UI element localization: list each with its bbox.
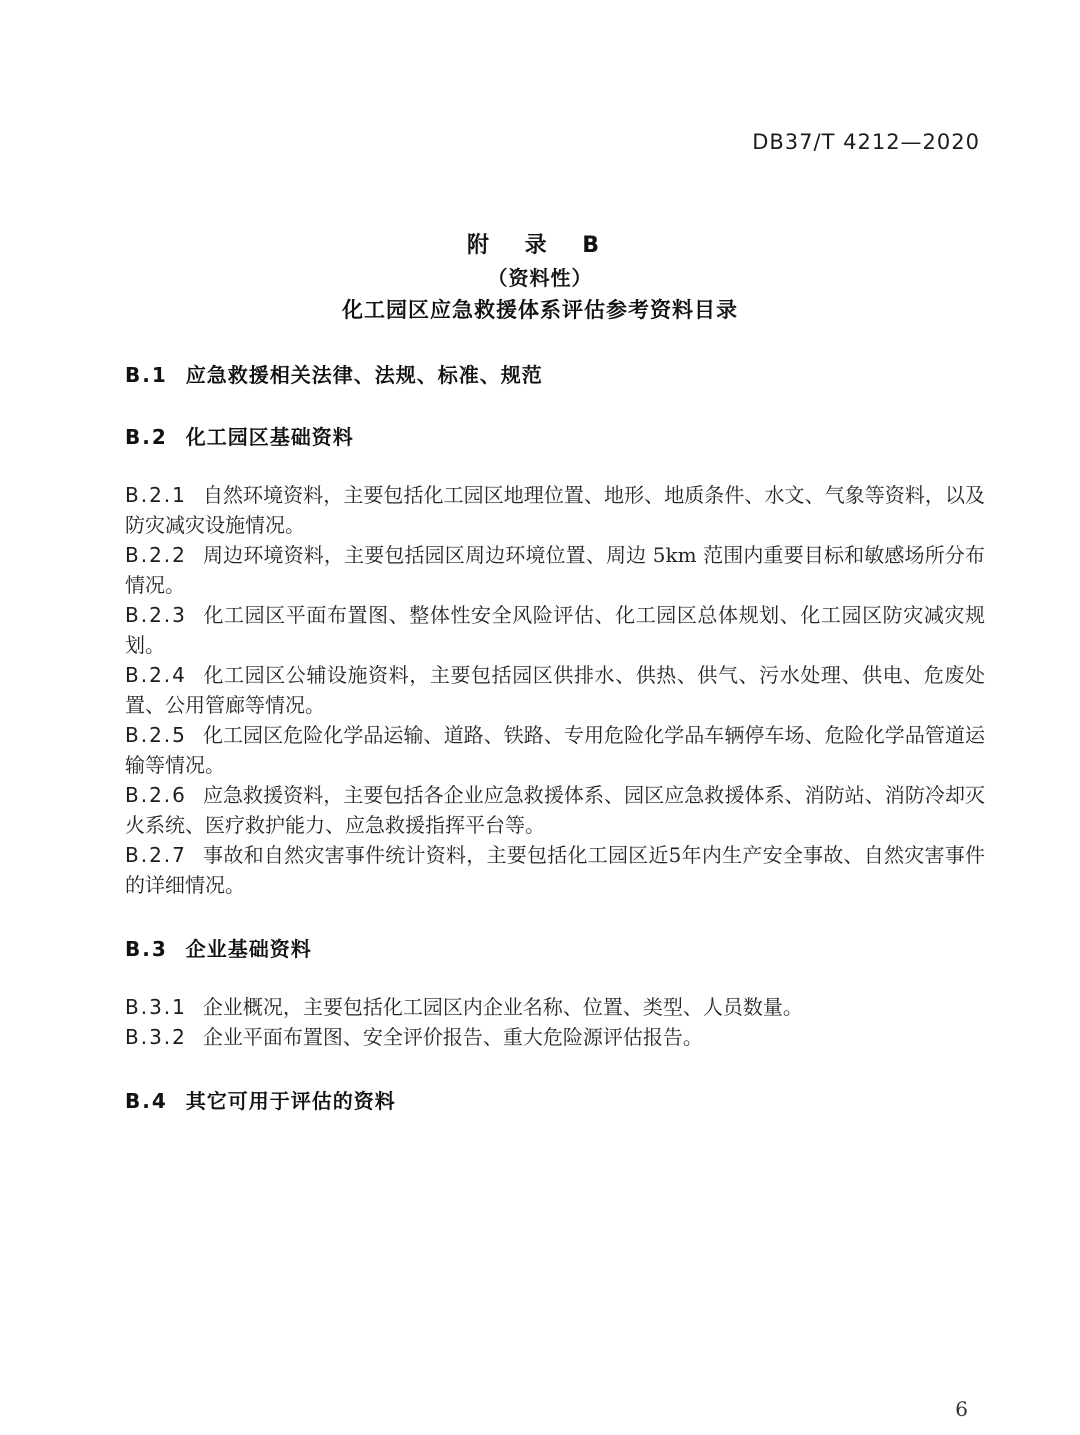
section-heading-b2 (125, 424, 985, 450)
clause-number: B.3.2 (125, 1025, 187, 1049)
clause-number: B.2.6 (125, 783, 187, 807)
page-number: 6 (955, 1397, 968, 1421)
clause-number: B.2.2 (125, 543, 187, 567)
document-body (0, 362, 1080, 1114)
clause-number: B.3.1 (125, 995, 187, 1019)
clause-text: 化工园区平面布置图、整体性安全风险评估、化工园区总体规划、化工园区防灾减灾规划。 (125, 603, 985, 657)
section-number: B.3 (125, 937, 168, 961)
clause-text: 周边环境资料，主要包括园区周边环境位置、周边 5km 范围内重要目标和敏感场所分布情况。 (125, 543, 985, 597)
appendix-title-block (0, 230, 1080, 326)
appendix-subject-title: 化工园区应急救援体系评估参考资料目录 (342, 298, 738, 322)
clause-b3-2 (125, 1022, 985, 1052)
section-heading-b1 (125, 362, 985, 388)
clause-b2-3 (125, 600, 985, 660)
clause-b2-1 (125, 480, 985, 540)
clause-text: 企业平面布置图、安全评价报告、重大危险源评估报告。 (202, 1025, 703, 1049)
clause-number: B.2.7 (125, 843, 187, 867)
section-title: 应急救援相关法律、法规、标准、规范 (185, 363, 543, 387)
clause-text: 自然环境资料，主要包括化工园区地理位置、地形、地质条件、水文、气象等资料，以及防灾减灾设施情况。 (125, 483, 985, 537)
section-title: 其它可用于评估的资料 (185, 1089, 396, 1113)
appendix-label: 附 录 B (466, 233, 614, 258)
section-title: 化工园区基础资料 (185, 425, 354, 449)
clause-number: B.2.1 (125, 483, 187, 507)
clause-number: B.2.5 (125, 723, 187, 747)
clause-b2-2 (125, 540, 985, 600)
clause-text: 应急救援资料，主要包括各企业应急救援体系、园区应急救援体系、消防站、消防冷却灭火系统、医疗救护能力、应急救援指挥平台等。 (125, 783, 985, 837)
section-number: B.4 (125, 1089, 168, 1113)
section-heading-b3 (125, 936, 985, 962)
section-number: B.2 (125, 425, 168, 449)
appendix-type-label: （资料性） (487, 266, 593, 290)
section-heading-b4 (125, 1088, 985, 1114)
clause-b2-7 (125, 840, 985, 900)
clause-text: 企业概况，主要包括化工园区内企业名称、位置、类型、人员数量。 (202, 995, 803, 1019)
clause-b2-4 (125, 660, 985, 720)
clause-number: B.2.3 (125, 603, 187, 627)
standard-code-header: DB37/T 4212—2020 (752, 130, 980, 154)
clause-number: B.2.4 (125, 663, 187, 687)
clause-b2-6 (125, 780, 985, 840)
section-title: 企业基础资料 (185, 937, 312, 961)
clause-text: 化工园区危险化学品运输、道路、铁路、专用危险化学品车辆停车场、危险化学品管道运输等情况。 (125, 723, 985, 777)
clause-b3-1 (125, 992, 985, 1022)
clause-text: 事故和自然灾害事件统计资料，主要包括化工园区近5年内生产安全事故、自然灾害事件的详细情况。 (125, 843, 985, 897)
clause-b2-5 (125, 720, 985, 780)
section-number: B.1 (125, 363, 168, 387)
clause-text: 化工园区公辅设施资料，主要包括园区供排水、供热、供气、污水处理、供电、危废处置、公用管廊等情况。 (125, 663, 985, 717)
